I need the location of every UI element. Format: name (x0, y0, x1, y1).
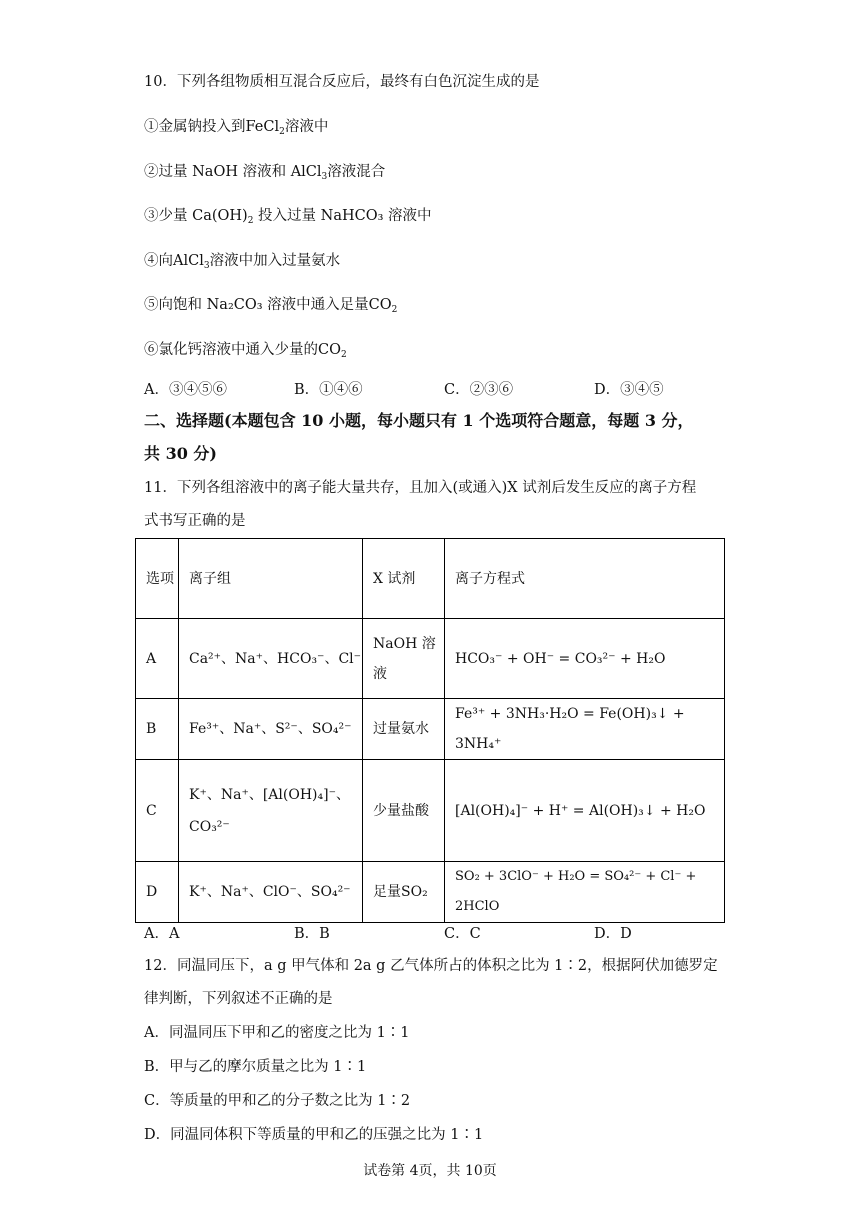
row-c-reagent: 少量盐酸 (363, 760, 445, 862)
row-a-equation: HCO₃⁻ + OH⁻ = CO₃²⁻ + H₂O (445, 619, 725, 699)
q10-item-1: ①金属钠投入到FeCl$_2$溶液中 (144, 119, 329, 137)
row-d-ions: K⁺、Na⁺、ClO⁻、SO₄²⁻ (179, 862, 363, 923)
q11-option-d: D．D (594, 926, 632, 942)
section-heading-line2: 共 30 分) (144, 444, 217, 463)
q11-table (135, 538, 725, 923)
q11-option-b: B．B (294, 926, 330, 942)
row-d-reagent: 足量SO₂ (363, 862, 445, 923)
section-heading-line1: 二、选择题(本题包含 10 小题，每小题只有 1 个选项符合题意，每题 3 分， (144, 411, 694, 430)
row-d-option: D (136, 862, 179, 923)
q10-stem: 10．下列各组物质相互混合反应后，最终有白色沉淀生成的是 (144, 74, 540, 90)
header-ions: 离子组 (179, 539, 363, 619)
row-b-ions: Fe³⁺、Na⁺、S²⁻、SO₄²⁻ (179, 699, 363, 760)
q10-item-6: ⑥氯化钙溶液中通入少量的$CO_2$ (144, 342, 347, 360)
q10-option-a: A．③④⑤⑥ (144, 382, 227, 398)
row-d-equation: SO₂ + 3ClO⁻ + H₂O = SO₄²⁻ + Cl⁻ + 2HClO (445, 862, 725, 923)
header-equation: 离子方程式 (445, 539, 725, 619)
row-a-ions: Ca²⁺、Na⁺、HCO₃⁻、Cl⁻ (179, 619, 363, 699)
table-row (136, 699, 725, 760)
q10-option-c: C．②③⑥ (444, 382, 514, 398)
q10-option-d: D．③④⑤ (594, 382, 664, 398)
row-a-reagent: NaOH 溶液 (363, 619, 445, 699)
table-row (136, 862, 725, 923)
page-footer: 试卷第 4页，共 10页 (363, 1163, 497, 1179)
q11-stem-line1: 11．下列各组溶液中的离子能大量共存，且加入(或通入)X 试剂后发生反应的离子方程 (144, 480, 697, 496)
q12-option-b: B．甲与乙的摩尔质量之比为 1∶1 (144, 1059, 367, 1075)
q10-options (144, 378, 704, 398)
table-row (136, 760, 725, 862)
header-option: 选项 (136, 539, 179, 619)
row-c-option: C (136, 760, 179, 862)
q10-item-5: ⑤向饱和 Na₂CO₃ 溶液中通入足量$CO_2$ (144, 297, 398, 315)
q11-option-c: C．C (444, 926, 481, 942)
row-b-option: B (136, 699, 179, 760)
q12-stem-line1: 12．同温同压下，a g 甲气体和 2a g 乙气体所占的体积之比为 1∶2，根据阿伏加德罗定 (144, 958, 718, 974)
q11-options (144, 922, 704, 942)
q12-option-d: D．同温同体积下等质量的甲和乙的压强之比为 1∶1 (144, 1127, 484, 1143)
row-b-equation: Fe³⁺ + 3NH₃·H₂O = Fe(OH)₃↓ + 3NH₄⁺ (445, 699, 725, 760)
table-row (136, 619, 725, 699)
row-c-equation: [Al(OH)₄]⁻ + H⁺ = Al(OH)₃↓ + H₂O (445, 760, 725, 862)
row-c-ions: K⁺、Na⁺、[Al(OH)₄]⁻、CO₃²⁻ (179, 760, 363, 862)
row-a-option: A (136, 619, 179, 699)
q12-option-a: A．同温同压下甲和乙的密度之比为 1∶1 (144, 1025, 410, 1041)
q11-stem-line2: 式书写正确的是 (144, 513, 246, 529)
q12-option-c: C．等质量的甲和乙的分子数之比为 1∶2 (144, 1093, 411, 1109)
q12-stem-line2: 律判断，下列叙述不正确的是 (144, 991, 333, 1007)
q10-item-2: ②过量 NaOH 溶液和 AlCl$_3$溶液混合 (144, 164, 386, 182)
q10-item-4: ④向AlCl$_3$溶液中加入过量氨水 (144, 253, 341, 271)
table-header-row (136, 539, 725, 619)
header-reagent: X 试剂 (363, 539, 445, 619)
row-b-reagent: 过量氨水 (363, 699, 445, 760)
q11-option-a: A．A (144, 926, 180, 942)
q10-item-3: ③少量 $Ca(OH)_2$ 投入过量 NaHCO₃ 溶液中 (144, 208, 432, 226)
q10-option-b: B．①④⑥ (294, 382, 363, 398)
